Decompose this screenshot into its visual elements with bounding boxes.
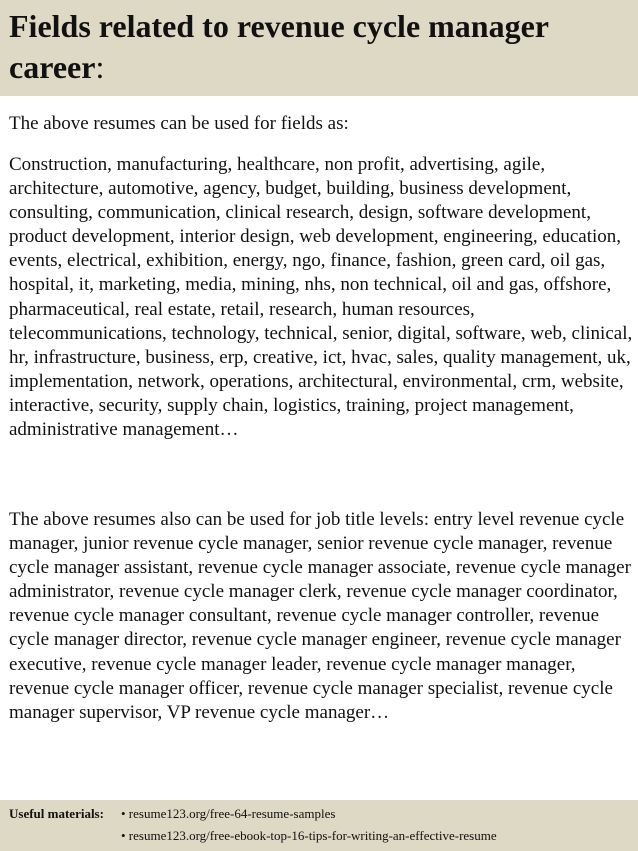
useful-materials-label: Useful materials: — [9, 806, 104, 821]
useful-materials-link-ebook-tips[interactable]: • resume123.org/free-ebook-top-16-tips-for-writing-an-effective-resume — [121, 828, 497, 843]
fields-list: Construction, manufacturing, healthcare, non profit, advertising, agile, architecture, automotive, agency, budget, building, business development, consulting, communication, clinical research, design, software development, product development, interior design, web development, engineering, education, events, electrical, exhibition, energy, ngo, finance, fashion, green card, oil gas, hospital, it, marketing, media, mining, nhs, non technical, oil and gas, offshore, pharmaceutical, real estate, retail, research, human resources, telecommunications, technology, technical, senior, digital, software, web, clinical, hr, infrastructure, business, erp, creative, ict, hvac, sales, quality management, uk, implementation, network, operations, architectural, environmental, crm, website, interactive, security, supply chain, logistics, training, project management, administrative management… — [9, 154, 633, 441]
useful-materials-link-resume-samples[interactable]: • resume123.org/free-64-resume-samples — [121, 806, 336, 821]
page-title-text: Fields related to revenue cycle manager career — [9, 8, 549, 85]
page-title — [9, 6, 629, 88]
title-banner — [0, 0, 638, 96]
job-title-levels: The above resumes also can be used for job title levels: entry level revenue cycle manager, junior revenue cycle manager, senior revenue cycle manager, revenue cycle manager assistant, revenue cycle manager associate, revenue cycle manager administrator, revenue cycle manager clerk, revenue cycle manager coordinator, revenue cycle manager consultant, revenue cycle manager controller, revenue cycle manager director, revenue cycle manager engineer, revenue cycle manager executive, revenue cycle manager leader, revenue cycle manager manager, revenue cycle manager officer, revenue cycle manager specialist, revenue cycle manager supervisor, VP revenue cycle manager… — [9, 509, 631, 723]
fields-intro: The above resumes can be used for fields as: — [9, 113, 349, 134]
page-title-colon: : — [95, 49, 105, 85]
